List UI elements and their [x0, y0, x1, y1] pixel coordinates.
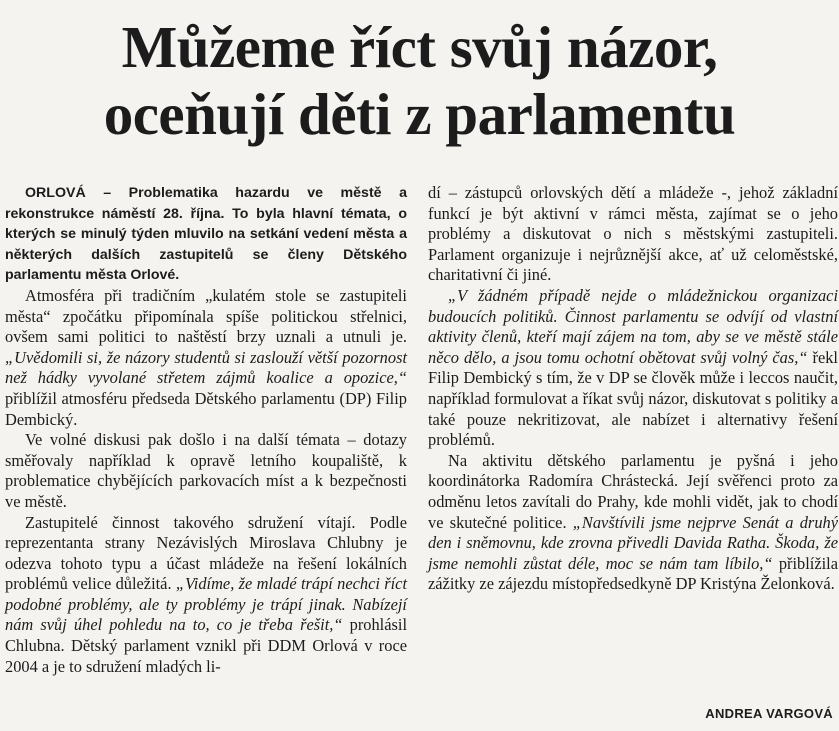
paragraph-text: prohlásil Chlubna. Dětský parlament vznikl při DDM Orlová v roce 2004 a je to sdružení mladých li-	[5, 615, 407, 676]
left-column	[5, 183, 407, 677]
paragraph-coordinator	[428, 451, 838, 595]
right-column	[428, 183, 838, 595]
paragraph-text: Atmosféra při tradičním „kulatém stole se zastupiteli města“ zpočátku připomínala spíše politickou střelnici, ovšem sami politici to naštěstí brzy uznali a utnuli je.	[5, 285, 407, 347]
quote-text: „Navštívili jsme nejprve Senát a druhý den i sněmovnu, kde zrovna přivedli Davida Ratha. Škoda, že jsme nemohli zůstat déle, moc se nám tam líbilo,“	[428, 512, 838, 573]
author-byline: ANDREA VARGOVÁ	[705, 706, 833, 721]
paragraph-councillors	[5, 513, 407, 678]
paragraph-text: Na aktivitu dětského parlamentu je pyšná i jeho koordinátorka Radomíra Chrástecká. Její svěřenci proto za odměnu letos zavítali do Prahy, kde mohli vidět, jak to chodí ve skutečné politice.	[428, 450, 838, 532]
lead-paragraph: ORLOVÁ – Problematika hazardu ve městě a rekonstrukce náměstí 28. října. To byla hlavní témata, o kterých se minulý týden mluvilo na setkání vedení města a některých dalších zastupitelů se členy Dětského parlamentu města Orlové.	[5, 185, 407, 284]
paragraph-organization	[428, 286, 838, 451]
quote-text: „Vidíme, že mladé trápí nechci říct podobné problémy, ale ty problémy je trápí jinak. Nabízejí nám svůj úhel pohledu na to, co je třeba řešit,“	[5, 574, 407, 635]
quote-text: „Uvědomili si, že názory studentů si zaslouží větší pozornost než hádky vyvolané střetem zájmů koalice a opozice,“	[5, 347, 407, 388]
headline-line-2: oceňují děti z parlamentu	[103, 81, 736, 147]
paragraph-atmosphere	[5, 286, 407, 430]
headline-line-1: Můžeme říct svůj názor,	[121, 14, 718, 80]
paragraph-text: Zastupitelé činnost takového sdružení vítají. Podle reprezentanta strany Nezávislých Miroslava Chlubny je odezva tohoto typu a účast mládeže na řešení lokálních problémů velice důležitá.	[5, 512, 407, 594]
headline	[0, 14, 839, 148]
paragraph-discussion: Ve volné diskusi pak došlo i na další témata – dotazy směřovaly například k opravě letního koupaliště, k problematice chybějících parkovacích míst a k bezpečnosti ve městě.	[5, 430, 407, 511]
paragraph-text: přiblížila zážitky ze zájezdu místopředsedkyně DP Kristýna Želonková.	[428, 553, 838, 594]
paragraph-text: přiblížil atmosféru předseda Dětského parlamentu (DP) Filip Dembický.	[5, 388, 407, 429]
paragraph-continued: dí – zástupců orlovských dětí a mládeže -, jehož základní funkcí je být aktivní v rámci města, zajímat se o jeho problémy a diskutovat o nich s městskými zastupiteli. Parlament organizuje i nejrůznější akce, ať už celoměstské, charitativní či jiné.	[428, 183, 838, 285]
paragraph-text: řekl Filip Dembický s tím, že v DP se člověk může i leccos naučit, například formulovat a říkat svůj názor, diskutovat s politiky a také pouze nekritizovat, ale nabízet i alternativy řešení problémů.	[428, 347, 838, 450]
quote-text: „V žádném případě nejde o mládežnickou organizaci budoucích politiků. Činnost parlamentu se odvíjí od vlastní aktivity členů, kteří mají zájem na tom, aby se ve městě stále něco dělo, a jsou tomu ochotní obětovat svůj volný čas,“	[428, 285, 838, 367]
